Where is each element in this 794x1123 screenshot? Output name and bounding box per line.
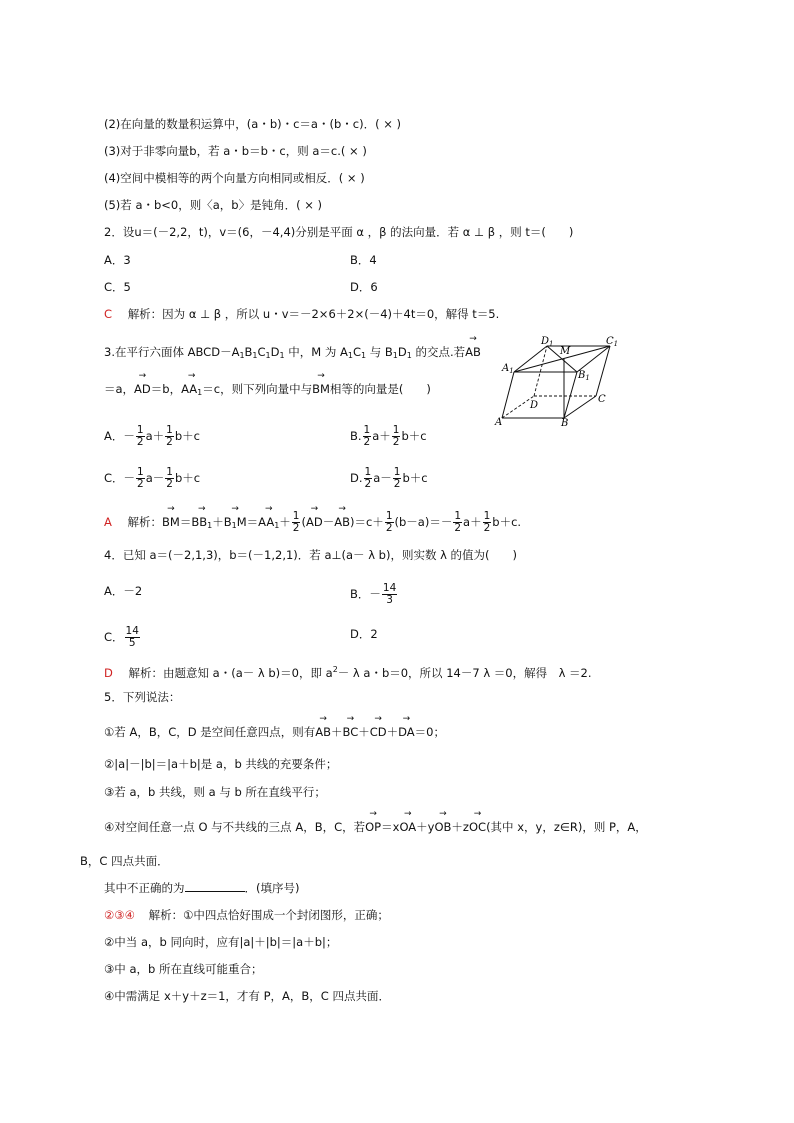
problem-2-option-d: D．6 <box>350 280 378 294</box>
problem-5-solution-2: ②中当 a，b 同向时，应有|a|＋|b|＝|a＋b|； <box>104 935 338 949</box>
problem-4-option-c: C． $\frac{14}{5}$ <box>104 625 139 649</box>
problem-4-option-a: A．－2 <box>104 584 143 598</box>
vector-aa1: → $AA_1$ <box>181 381 202 401</box>
answer-label: ②③④ <box>104 908 135 922</box>
answer-label: D <box>104 666 113 680</box>
label-a: A <box>495 417 503 426</box>
problem-5-item-4: ④对空间任意一点 O 与不共线的三点 A，B，C，若→ OP＝x→ OA＋y→ OB＋z→ OC(其中 x，y，z∈R)，则 P，A， <box>104 819 647 835</box>
problem-2-option-a: A．3 <box>104 253 131 267</box>
label-d: D <box>530 400 539 411</box>
judge-item-3: (3)对于非零向量b，若 a・b＝b・c，则 a＝c.( × ) <box>104 144 367 158</box>
problem-2-option-c: C．5 <box>104 280 131 294</box>
parallelepiped-figure <box>492 334 622 426</box>
label-c: C <box>598 394 606 405</box>
problem-2-option-b: B．4 <box>350 253 377 267</box>
problem-5-stem: 5．下列说法： <box>104 690 181 704</box>
problem-4-stem: 4．已知 a＝(－2,1,3)，b＝(－1,2,1)．若 a⊥(a－ λ b)，则实数 λ 的值为( ) <box>104 548 518 562</box>
judge-item-2: (2)在向量的数量积运算中，(a・b)・c＝a・(b・c)．( × ) <box>104 117 401 131</box>
answer-label: C <box>104 307 113 321</box>
problem-4-solution: D 解析：由题意知 a・(a－ λ b)＝0，即 $a^2- \lambda$ a・b＝0，所以 14－7 λ ＝0，解得 λ ＝2. <box>104 665 592 680</box>
problem-3-option-c: C．－ $\frac{1}{2}$ a－ $\frac{1}{2}$ b＋c <box>104 466 201 490</box>
problem-5-item-2: ②|a|－|b|＝|a＋b|是 a，b 共线的充要条件； <box>104 757 338 771</box>
answer-label: A <box>104 515 112 529</box>
problem-4-option-d: D．2 <box>350 627 378 641</box>
label-b1: $B_1$ <box>578 370 590 382</box>
problem-5-question: 其中不正确的为 ．(填序号) <box>104 881 300 895</box>
judge-item-5: (5)若 a・b<0，则〈a，b〉是钝角．( × ) <box>104 198 323 212</box>
label-c1: $C_1$ <box>606 336 619 348</box>
problem-5-solution-3: ③中 a，b 所在直线可能重合； <box>104 962 263 976</box>
problem-3-solution: A 解析：→ $BM=\to BB_1+\to B_1M=\to AA_1+$ $\frac{1}{2}$ (→ AD－→ AB)＝c＋ $\frac{1}{2}$ (b－a)＝－ $\frac{1}{2}$ a＋ $\frac{1}{2}$ b＋c. <box>104 511 521 534</box>
judge-item-4: (4)空间中模相等的两个向量方向相同或相反．( × ) <box>104 171 365 185</box>
label-d1: $D_1$ <box>541 336 554 348</box>
problem-5-item-4-cont: B，C 四点共面． <box>80 854 169 868</box>
vector-ab: → AB <box>465 344 481 360</box>
problem-5-solution-4: ④中需满足 x＋y＋z＝1，才有 P，A，B，C 四点共面． <box>104 989 390 1003</box>
problem-2-stem: 2．设u＝(－2,2，t)，v＝(6，－4,4)分别是平面 α ，β 的法向量．若 α ⊥ β ，则 t＝( ) <box>104 225 574 239</box>
answer-blank <box>185 881 245 892</box>
problem-5-item-1: ①若 A，B，C，D 是空间任意四点，则有→ AB＋→ BC＋→ CD＋→ DA＝0； <box>104 724 445 740</box>
label-a1: $A_1$ <box>502 363 514 375</box>
problem-4-option-b: B．－ $\frac{14}{3}$ <box>350 582 397 606</box>
vector-bm: → BM <box>312 381 330 397</box>
problem-3-option-b: B. $\frac{1}{2}$ a＋ $\frac{1}{2}$ b＋c <box>350 424 427 448</box>
vector-ad: → AD <box>134 381 151 397</box>
problem-3-option-a: A．－ $\frac{1}{2}$ a＋ $\frac{1}{2}$ b＋c <box>104 424 200 448</box>
problem-3-option-d: D. $\frac{1}{2}$ a－ $\frac{1}{2}$ b＋c <box>350 466 428 490</box>
problem-3-stem-line2: ＝a，→ AD＝b，→ $AA_1=c$，则下列向量中与→ BM相等的向量是( ) <box>104 381 431 401</box>
problem-5-item-3: ③若 a，b 共线，则 a 与 b 所在直线平行； <box>104 785 326 799</box>
label-b: B <box>561 418 569 426</box>
problem-5-solution-1: ②③④ 解析：①中四点恰好围成一个封闭图形，正确； <box>104 908 389 922</box>
problem-2-solution: C 解析：因为 α ⊥ β ，所以 u・v＝－2×6＋2×(－4)＋4t＝0，解得 t＝5. <box>104 307 500 321</box>
label-m: M <box>560 346 571 357</box>
problem-3-stem-line1: 3.在平行六面体 $ABCD-A_1B_1C_1D_1$ 中，M 为 $A_1C_1$ 与 $B_1D_1$ 的交点.若→ AB <box>104 344 481 364</box>
